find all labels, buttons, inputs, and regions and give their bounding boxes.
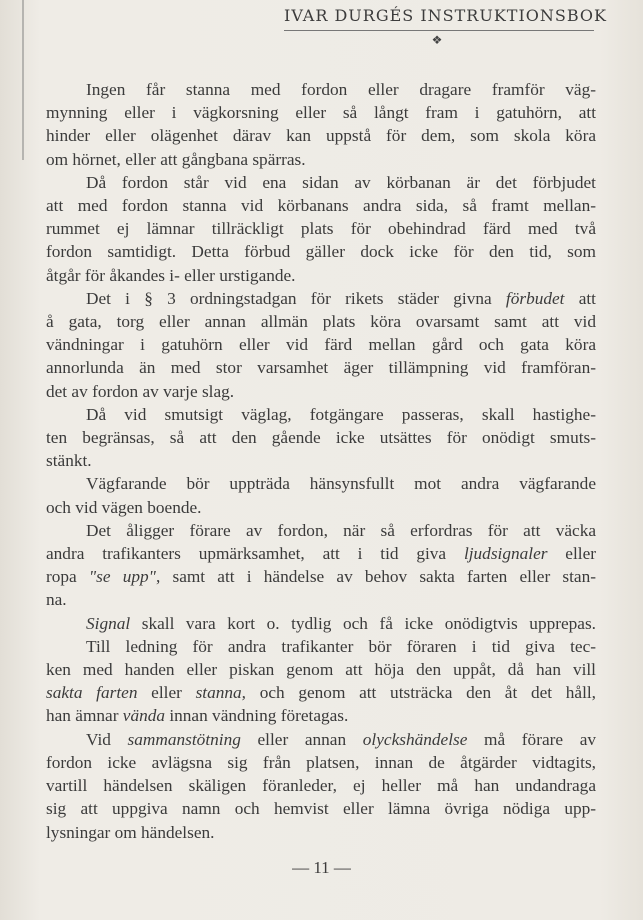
text-run: eller — [565, 544, 596, 564]
text-line: det av fordon av varje slag. — [46, 381, 235, 401]
text-run: att — [578, 288, 596, 308]
text-run: Det i § 3 ordningstadgan för rikets städer givna — [86, 288, 492, 308]
text-line: lysningar om händelsen. — [46, 822, 215, 842]
header-rule — [284, 30, 594, 31]
text-run: , samt att i händelse av behov sakta farten eller stan- — [155, 567, 596, 587]
text-run: andra trafikanters upmärksamhet, att i tid giva — [46, 544, 447, 564]
text-line: na. — [46, 590, 67, 610]
text-line: hinder eller olägenhet därav kan uppstå för dem, som skola köra — [46, 126, 596, 146]
text-line: och vid vägen boende. — [46, 497, 202, 517]
text-line: fordon samtidigt. Detta förbud gäller dock icke för den tid, som — [46, 242, 596, 262]
text-line: annorlunda än med stor varsamhet äger tillämpning vid framföran- — [46, 358, 596, 378]
text-run: Vid — [86, 729, 111, 749]
text-line: ken med handen eller piskan genom att höja den uppåt, då han vill — [46, 660, 596, 680]
emphasis-sakta-farten: sakta farten — [46, 683, 138, 703]
text-run: innan vändning företagas. — [169, 706, 349, 726]
emphasis-forbudet: förbudet — [505, 288, 565, 308]
emphasis-olyckshandelse: olyckshändelse — [362, 729, 468, 749]
emphasis-stanna: stanna, — [195, 683, 246, 703]
text-line — [46, 728, 596, 751]
text-line: Ingen får stanna med fordon eller dragare framför väg- — [86, 80, 596, 99]
emphasis-sammanstotning: sammanstötning — [127, 729, 241, 749]
text-line — [46, 565, 596, 588]
text-run: skall vara kort o. tydlig och få icke onödigtvis upprepas. — [141, 613, 597, 633]
running-header: IVAR DURGÉS INSTRUKTIONSBOK — [284, 6, 607, 25]
text-line: rummet ej lämnar tillräckligt plats för obehindrad färd med två — [46, 219, 596, 239]
emphasis-vanda: vända — [122, 706, 166, 726]
text-line: vartill händelsen skäligen föranleder, ej heller må han undandraga — [46, 776, 596, 796]
text-run: han ämnar — [46, 706, 119, 726]
text-line: Vägfarande bör uppträda hänsynsfullt mot andra vägfarande — [86, 474, 596, 494]
ornament-icon: ❖ — [431, 33, 443, 47]
text-line: Då fordon står vid ena sidan av körbanan är det förbjudet — [86, 172, 596, 192]
text-line: stänkt. — [46, 451, 92, 471]
text-line — [46, 612, 596, 635]
text-line — [46, 681, 596, 704]
text-line: om hörnet, eller att gångbana spärras. — [46, 149, 306, 169]
page-edge-shadow — [22, 0, 24, 160]
text-line: Det åligger förare av fordon, när så erfordras för att väcka — [86, 520, 596, 540]
text-line: mynning eller i vägkorsning eller så långt fram i gatuhörn, att — [46, 103, 596, 123]
text-line: fordon icke avlägsna sig från platsen, innan de åtgärder vidtagits, — [46, 752, 596, 772]
text-line: Då vid smutsigt väglag, fotgängare passeras, skall hastighe- — [86, 404, 596, 424]
text-run: och genom att utsträcka den åt det håll, — [259, 683, 596, 703]
text-run: eller — [151, 683, 182, 703]
page-number: — 11 — — [292, 858, 351, 877]
text-line: Till ledning för andra trafikanter bör föraren i tid giva tec- — [86, 636, 596, 656]
text-line: å gata, torg eller annan allmän plats köra ovarsamt samt att vid — [46, 312, 596, 332]
emphasis-signal: Signal — [86, 613, 131, 633]
text-line: vändningar i gatuhörn eller vid färd mellan gård och gata köra — [46, 335, 596, 355]
text-line — [46, 287, 596, 310]
emphasis-ljudsignaler: ljudsignaler — [463, 544, 548, 564]
text-line — [46, 542, 596, 565]
text-line — [46, 704, 596, 727]
text-line: åtgår för åkandes i- eller urstigande. — [46, 265, 296, 285]
emphasis-se-upp: "se upp" — [88, 567, 156, 587]
body-text — [46, 78, 596, 844]
text-line: ten begränsas, så att den gående icke utsättes för onödigt smuts- — [46, 428, 596, 448]
text-run: eller annan — [257, 729, 347, 749]
text-line: sig att uppgiva namn och hemvist eller lämna övriga nödiga upp- — [46, 799, 596, 819]
text-line: att med fordon stanna vid körbanans andra sida, så framt mellan- — [46, 196, 596, 216]
text-run: ropa — [46, 567, 77, 587]
text-run: må förare av — [484, 729, 597, 749]
